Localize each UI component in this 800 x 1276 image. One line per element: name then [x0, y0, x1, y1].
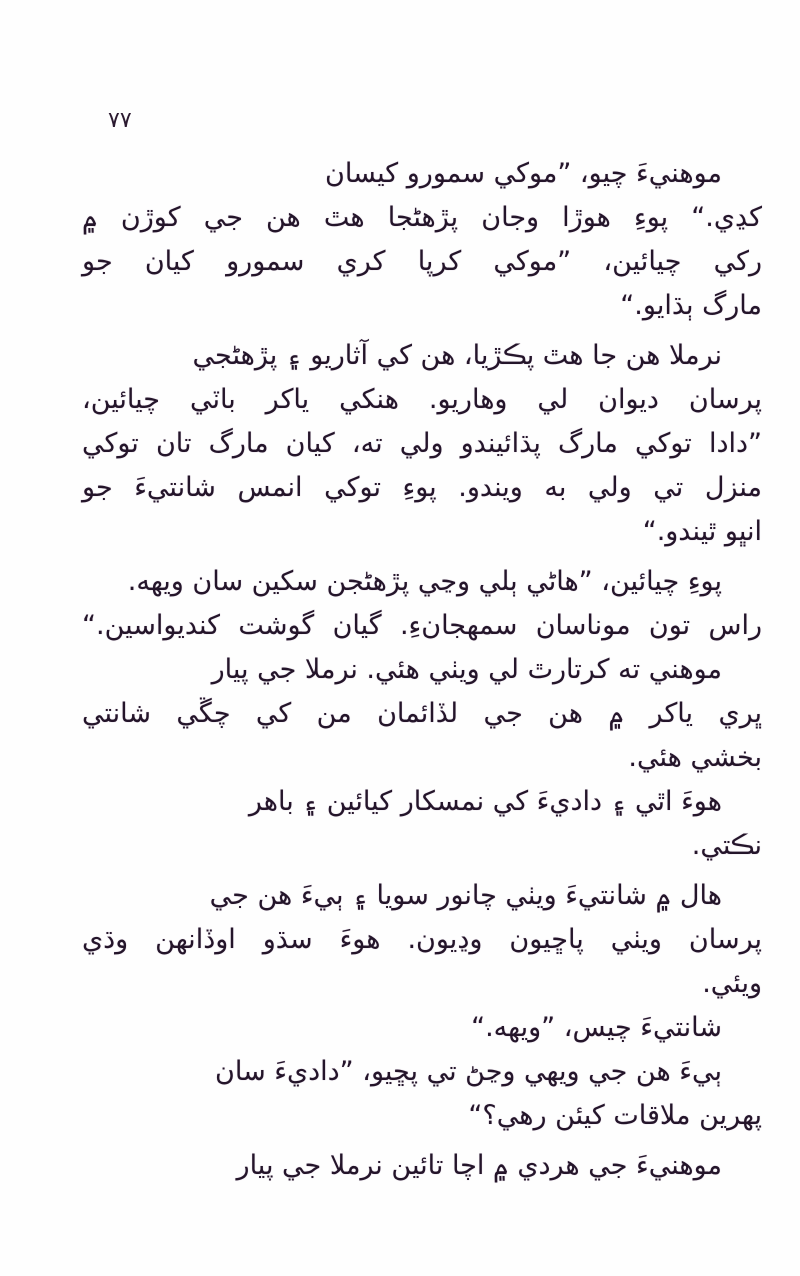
- text-line: ٻيءَ هن جي ويهي وڃڻ تي پڇيو، ”داديءَ سان: [215, 1056, 722, 1087]
- text-line: نڪتي.: [691, 830, 762, 861]
- paragraph: [82, 560, 762, 648]
- text-line: موهنيءَ چيو، ”موکي سمورو کيسان: [325, 158, 722, 189]
- text-line: ڀري ياکر ۾ هن جي لڏائمان من کي چڱي شانتي: [82, 698, 762, 729]
- paragraph: [82, 1006, 762, 1050]
- paragraph: [82, 1050, 762, 1138]
- text-line: پوءِ چيائين، ”هاڻي ٻلي وڃي پڙهڻجن سکين سان ويهه.: [127, 566, 722, 597]
- text-line: کڍي.“ پوءِ هوڙا وجان پڙهڻجا هٿ هن جي کوڙن ۾: [82, 202, 762, 233]
- paragraph: [82, 648, 762, 780]
- page-number: ٧٧: [108, 108, 132, 133]
- text-line: منزل تي ولي به ويندو. پوءِ توکي انمس شانتيءَ جو: [82, 472, 762, 503]
- text-line: هال ۾ شانتيءَ ويٺي چانور سويا ۽ ٻيءَ هن جي: [209, 880, 722, 911]
- text-line: ”دادا توکي مارگ پڌائيندو ولي ته، کيان مارگ تان توکي: [82, 428, 762, 459]
- text-line: نرملا هن جا هٿ پڪڙيا، هن کي آثاريو ۽ پڙهڻجي: [192, 340, 722, 371]
- text-line: رکي چيائين، ”موکي کرپا کري سمورو کيان جو: [82, 246, 762, 277]
- text-line: انڀو ٿيندو.“: [642, 516, 762, 547]
- text-line: پهرين ملاقات کيئن رهي؟“: [468, 1100, 762, 1131]
- paragraph: [82, 780, 762, 868]
- text-line: شانتيءَ چيس، ”ويهه.“: [471, 1012, 722, 1043]
- text-line: موهني ته کرتارٿ لي ويٺي هئي. نرملا جي پيار: [211, 654, 722, 685]
- body-text: [82, 152, 762, 1188]
- text-line: مارگ ٻڌايو.“: [620, 290, 762, 321]
- paragraph: [82, 334, 762, 554]
- paragraph: [82, 152, 762, 328]
- paragraph: [82, 1144, 762, 1188]
- text-line: بخشي هئي.: [628, 742, 762, 773]
- text-line: ويئي.: [702, 968, 762, 999]
- text-line: پرسان ديوان لي وهاريو. هنکي ياکر باٽي چيائين،: [82, 384, 762, 415]
- text-line: راس تون موناسان سمهجانءِ. گيان گوشت کنديواسين.“: [82, 610, 762, 641]
- paragraph: [82, 874, 762, 1006]
- text-line: هوءَ اٿي ۽ داديءَ کي نمسکار کيائين ۽ باهر: [248, 786, 722, 817]
- text-line: موهنيءَ جي هردي ۾ اچا تائين نرملا جي پيار: [236, 1150, 722, 1181]
- text-line: پرسان ويٺي پاڇيون وڍيون. هوءَ سڌو اوڏانهن وڌي: [82, 924, 762, 955]
